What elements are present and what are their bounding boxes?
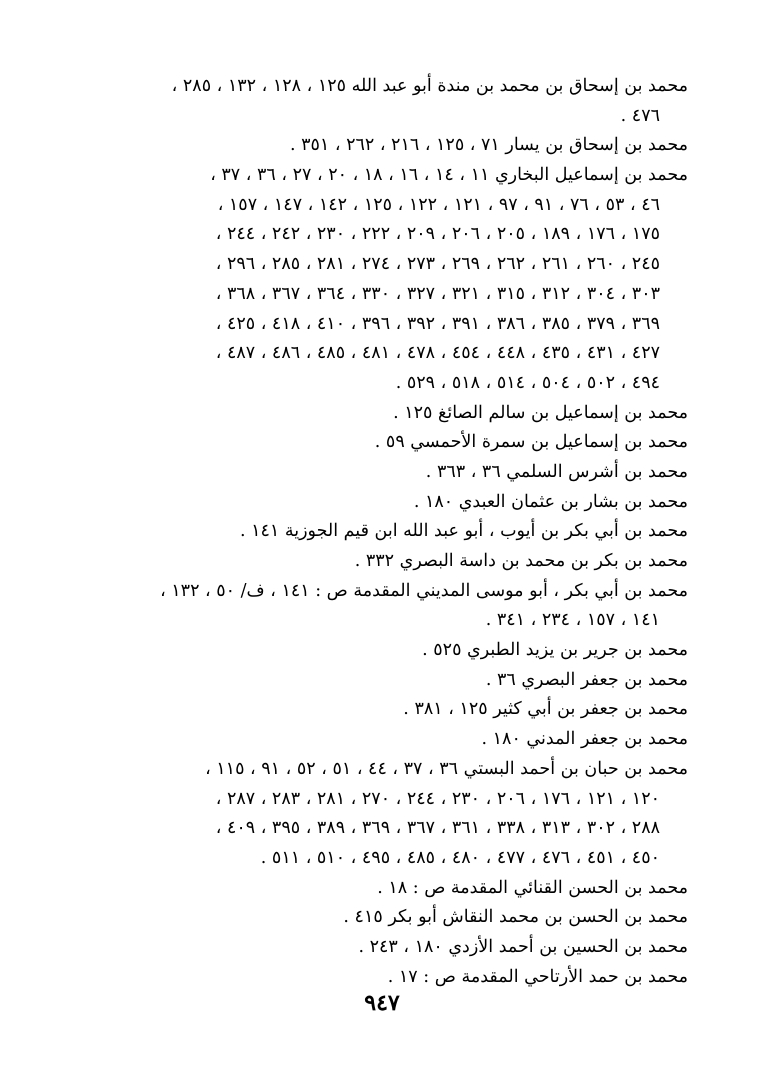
index-line: محمد بن حمد الأرتاحي المقدمة ص : ١٧ . [387, 966, 688, 987]
index-line: ١٢٠ ، ١٢١ ، ١٧٦ ، ٢٠٦ ، ٢٣٠ ، ٢٤٤ ، ٢٧٠ ، ٢٨١ ، ٢٨٣ ، ٢٨٧ ، [215, 788, 660, 809]
index-line: محمد بن جعفر البصري ٣٦ . [485, 669, 688, 690]
index-line: محمد بن جعفر بن أبي كثير ١٢٥ ، ٣٨١ . [403, 699, 688, 720]
index-line: ٢٤٥ ، ٢٦٠ ، ٢٦١ ، ٢٦٢ ، ٢٦٩ ، ٢٧٣ ، ٢٧٤ ، ٢٨١ ، ٢٨٥ ، ٢٩٦ ، [215, 254, 660, 275]
index-line: محمد بن بشار بن عثمان العبدي ١٨٠ . [413, 491, 688, 512]
index-line: محمد بن بكر بن محمد بن داسة البصري ٣٣٢ . [354, 551, 688, 571]
index-line: ٣٦٩ ، ٣٧٩ ، ٣٨٥ ، ٣٨٦ ، ٣٩١ ، ٣٩٢ ، ٣٩٦ ، ٤١٠ ، ٤١٨ ، ٤٢٥ ، [215, 313, 660, 334]
index-line: ٤٢٧ ، ٤٣١ ، ٤٣٥ ، ٤٤٨ ، ٤٥٤ ، ٤٧٨ ، ٤٨١ ، ٤٨٥ ، ٤٨٦ ، ٤٨٧ ، [215, 343, 660, 364]
index-line: ٢٨٨ ، ٣٠٢ ، ٣١٣ ، ٣٣٨ ، ٣٦١ ، ٣٦٧ ، ٣٦٩ ، ٣٨٩ ، ٣٩٥ ، ٤٠٩ ، [215, 818, 660, 839]
index-line: محمد بن جعفر المدني ١٨٠ . [481, 729, 688, 750]
index-line: محمد بن أبي بكر بن أيوب ، أبو عبد الله ابن قيم الجوزية ١٤١ . [239, 521, 688, 542]
page-number: ٩٤٧ [364, 990, 400, 1016]
index-line: محمد بن الحسن بن محمد النقاش أبو بكر ٤١٥ . [343, 907, 688, 928]
index-line: ١٤١ ، ١٥٧ ، ٢٣٤ ، ٣٤١ . [485, 610, 660, 631]
index-line: ٤٦ ، ٥٣ ، ٧٦ ، ٩١ ، ٩٧ ، ١٢١ ، ١٢٢ ، ١٢٥ ، ١٤٢ ، ١٤٧ ، ١٥٧ ، [217, 194, 660, 215]
index-entries [0, 72, 764, 992]
index-line: ٤٧٦ . [620, 105, 660, 126]
index-line: محمد بن الحسين بن أحمد الأزدي ١٨٠ ، ٢٤٣ . [358, 936, 688, 957]
index-line: ٤٥٠ ، ٤٥١ ، ٤٧٦ ، ٤٧٧ ، ٤٨٠ ، ٤٨٥ ، ٤٩٥ ، ٥١٠ ، ٥١١ . [260, 847, 660, 868]
index-line: محمد بن جرير بن يزيد الطبري ٥٢٥ . [422, 640, 688, 661]
index-line: ٤٩٤ ، ٥٠٢ ، ٥٠٤ ، ٥١٤ ، ٥١٨ ، ٥٢٩ . [395, 372, 660, 393]
index-line: محمد بن الحسن القنائي المقدمة ص : ١٨ . [377, 877, 688, 898]
index-line: محمد بن إسماعيل بن سالم الصائغ ١٢٥ . [393, 402, 688, 423]
index-line: محمد بن إسماعيل البخاري ١١ ، ١٤ ، ١٦ ، ١٨ ، ٢٠ ، ٢٧ ، ٣٦ ، ٣٧ ، [210, 165, 688, 186]
index-line: محمد بن إسحاق بن محمد بن مندة أبو عبد الله ١٢٥ ، ١٢٨ ، ١٣٢ ، ٢٨٥ ، [171, 76, 688, 96]
index-line: محمد بن أشرس السلمي ٣٦ ، ٣٦٣ . [425, 461, 688, 482]
index-line: ١٧٥ ، ١٧٦ ، ١٨٩ ، ٢٠٥ ، ٢٠٦ ، ٢٠٩ ، ٢٢٢ ، ٢٣٠ ، ٢٤٢ ، ٢٤٤ ، [215, 224, 660, 245]
index-line: محمد بن إسماعيل بن سمرة الأحمسي ٥٩ . [374, 432, 688, 453]
index-line: محمد بن إسحاق بن يسار ٧١ ، ١٢٥ ، ٢١٦ ، ٢٦٢ ، ٣٥١ . [289, 135, 688, 156]
index-line: محمد بن حبان بن أحمد البستي ٣٦ ، ٣٧ ، ٤٤ ، ٥١ ، ٥٢ ، ٩١ ، ١١٥ ، [205, 758, 688, 779]
index-line: محمد بن أبي بكر ، أبو موسى المديني المقدمة ص : ١٤١ ، ف/ ٥٠ ، ١٣٢ ، [160, 580, 688, 601]
index-line: ٣٠٣ ، ٣٠٤ ، ٣١٢ ، ٣١٥ ، ٣٢١ ، ٣٢٧ ، ٣٣٠ ، ٣٦٤ ، ٣٦٧ ، ٣٦٨ ، [215, 283, 660, 304]
